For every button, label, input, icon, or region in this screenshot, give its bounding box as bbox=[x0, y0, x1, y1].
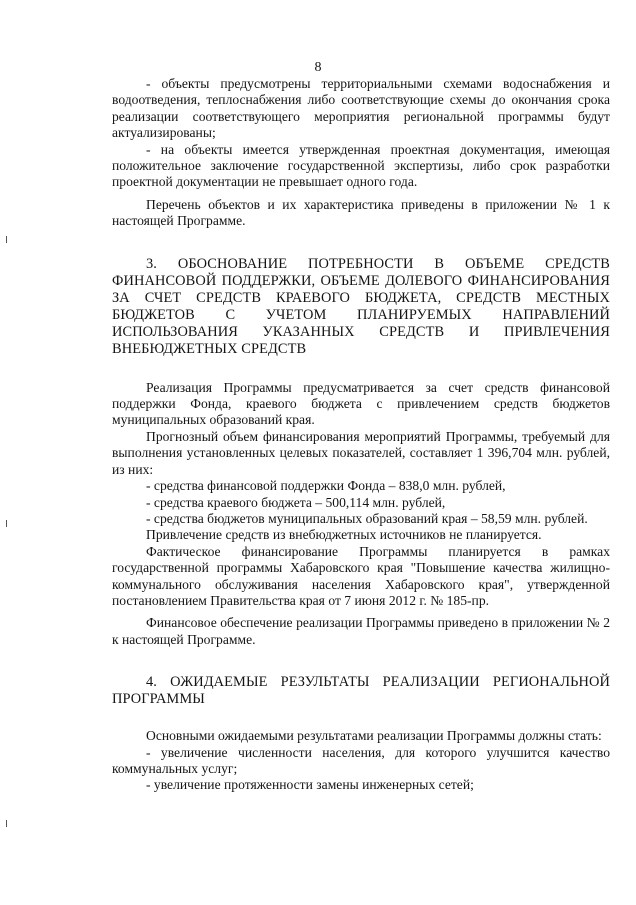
margin-mark bbox=[6, 236, 7, 243]
intro-bullet-1: - объекты предусмотрены территориальными схемами водоснабжения и водоотведения, теплоснабжения либо соответствующие схемы до окончания срока реализации соответствующего мероприятия региональной программы будут актуализированы; bbox=[112, 76, 610, 141]
page-content bbox=[112, 76, 610, 794]
intro-paragraph: Перечень объектов и их характеристика приведены в приложении № 1 к настоящей Программе. bbox=[112, 196, 610, 229]
margin-mark bbox=[6, 820, 7, 827]
section-4-bullet-1: - увеличение численности населения, для которого улучшится качество коммунальных услуг; bbox=[112, 744, 610, 776]
intro-bullet-2: - на объекты имеется утвержденная проектная документация, имеющая положительное заключение государственной экспертизы, либо срок разработки проектной документации не превышает одного года. bbox=[112, 141, 610, 190]
section-3-paragraph-1: Реализация Программы предусматривается за счет средств финансовой поддержки Фонда, краевого бюджета с привлечением средств бюджетов муниципальных образований края. bbox=[112, 379, 610, 428]
section-3-bullet-3: - средства бюджетов муниципальных образований края – 58,59 млн. рублей. bbox=[146, 510, 588, 526]
section-3-paragraph-3: Привлечение средств из внебюджетных источников не планируется. bbox=[146, 527, 542, 543]
page-number: 8 bbox=[314, 60, 322, 75]
section-4-heading: 4. ОЖИДАЕМЫЕ РЕЗУЛЬТАТЫ РЕАЛИЗАЦИИ РЕГИОНАЛЬНОЙ ПРОГРАММЫ bbox=[112, 674, 610, 708]
section-3-paragraph-5: Финансовое обеспечение реализации Программы приведено в приложении № 2 к настоящей Программе. bbox=[112, 615, 610, 647]
section-4-paragraph-1: Основными ожидаемыми результатами реализации Программы должны стать: bbox=[146, 728, 602, 744]
margin-mark bbox=[6, 520, 7, 527]
section-3-bullet-2: - средства краевого бюджета – 500,114 млн. рублей, bbox=[146, 494, 446, 510]
section-3-paragraph-4: Фактическое финансирование Программы планируется в рамках государственной программы Хабаровского края "Повышение качества жилищно-коммунального обслуживания населения Хабаровского края", утвержденной постановлением Правительства края от 7 июня 2012 г. № 185-пр. bbox=[112, 543, 610, 608]
section-3-bullet-1: - средства финансовой поддержки Фонда – 838,0 млн. рублей, bbox=[146, 478, 506, 494]
section-3-paragraph-2: Прогнозный объем финансирования мероприятий Программы, требуемый для выполнения установленных целевых показателей, составляет 1 396,704 млн. рублей, из них: bbox=[112, 428, 610, 477]
section-4-bullet-2: - увеличение протяженности замены инженерных сетей; bbox=[146, 777, 474, 793]
section-3-heading: 3. ОБОСНОВАНИЕ ПОТРЕБНОСТИ В ОБЪЕМЕ СРЕДСТВ ФИНАНСОВОЙ ПОДДЕРЖКИ, ОБЪЕМЕ ДОЛЕВОГО ФИНАНСИРОВАНИЯ ЗА СЧЕТ СРЕДСТВ КРАЕВОГО БЮДЖЕТА, СРЕДСТВ МЕСТНЫХ БЮДЖЕТОВ С УЧЕТОМ ПЛАНИРУЕМЫХ НАПРАВЛЕНИЙ ИСПОЛЬЗОВАНИЯ УКАЗАННЫХ СРЕДСТВ И ПРИВЛЕЧЕНИЯ ВНЕБЮДЖЕТНЫХ СРЕДСТВ bbox=[112, 255, 610, 357]
